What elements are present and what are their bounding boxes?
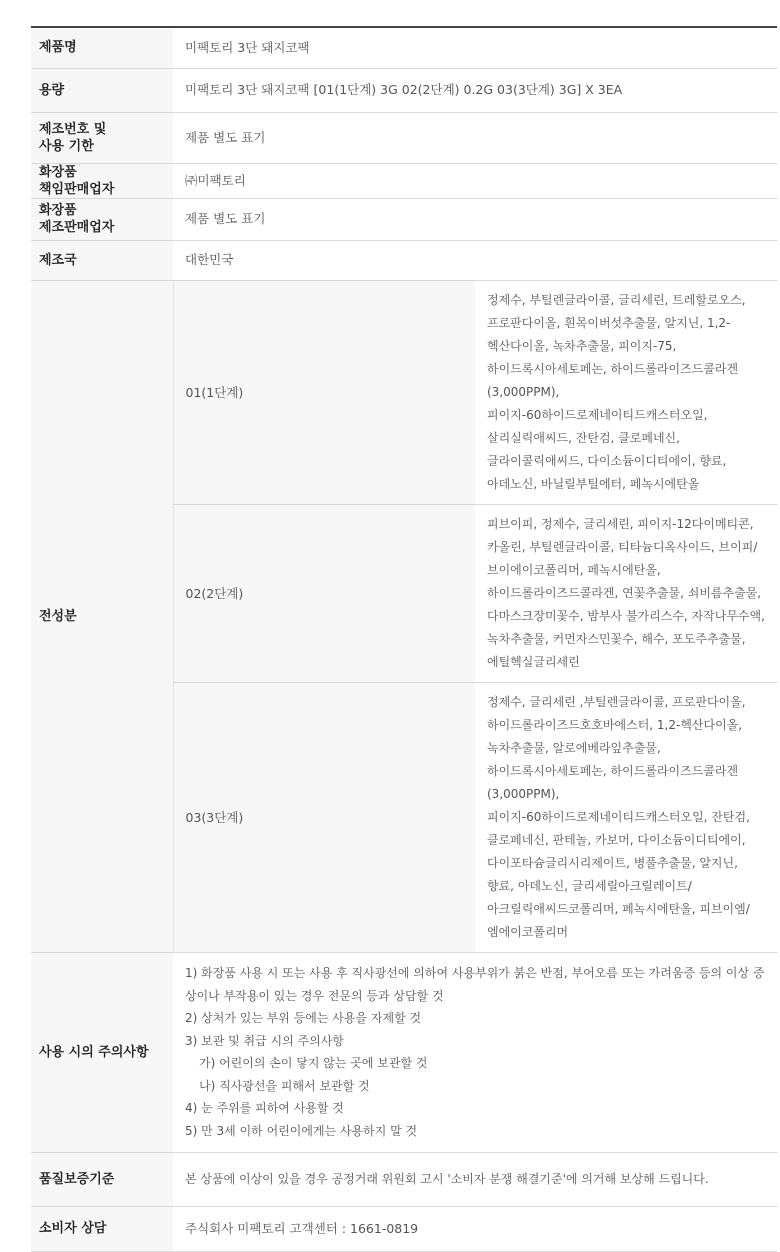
caution-line-5: 5) 만 3세 이하 어린이에게는 사용하지 말 것 xyxy=(185,1123,418,1138)
ingredients-step1-text: 정제수, 부틸렌글라이콜, 글리세린, 트레할로오스, 프로판다이올, 흰목이버섯추출물, 알지닌, 1,2-헥산다이올, 녹차추출물, 피이지-75, 하이드록시아세토페논, 하이드롤라이즈드콜라겐(3,000PPM), 피이지-60하이드로제네이티드캐스터오일, 살리실릭애씨드, 잔탄검, 클로페네신, 글라이콜릭애씨드, 다이소듐이디티에이, 향료, 아데노신, 바닐릴부틸에터, 페녹시에탄올 xyxy=(475,280,777,504)
value-country: 대한민국 xyxy=(173,240,777,280)
ingredients-step1-label: 01(1단계) xyxy=(173,280,475,504)
value-consult: 주식회사 미팩토리 고객센터 : 1661-0819 xyxy=(173,1206,777,1251)
value-product-name: 미팩토리 3단 돼지코팩 xyxy=(173,27,777,68)
row-ingredients-step1 xyxy=(31,280,777,504)
label-quality: 품질보증기준 xyxy=(31,1152,173,1206)
row-lot-expiry xyxy=(31,112,777,163)
label-seller-line1: 화장품 xyxy=(39,164,77,180)
label-manufacturer-line2: 제조판매업자 xyxy=(39,220,115,235)
label-product-name: 제품명 xyxy=(31,27,173,68)
row-country xyxy=(31,240,777,280)
label-lot-expiry-line2: 사용 기한 xyxy=(39,138,94,154)
ingredients-step2-label: 02(2단계) xyxy=(173,504,475,682)
label-lot-expiry-line1: 제조번호 및 xyxy=(39,121,107,137)
value-lot-expiry: 제품 별도 표기 xyxy=(173,112,777,163)
row-cautions xyxy=(31,952,777,1152)
label-country: 제조국 xyxy=(31,240,173,280)
label-cautions: 사용 시의 주의사항 xyxy=(31,952,173,1152)
label-seller-line2: 책임판매업자 xyxy=(39,181,115,197)
label-seller xyxy=(31,163,173,198)
caution-line-1: 1) 화장품 사용 시 또는 사용 후 직사광선에 의하여 사용부위가 붉은 반점, 부어오름 또는 가려움증 등의 이상 증상이나 부작용이 있는 경우 전문의 등과 상담할 것 xyxy=(185,966,765,1003)
label-capacity: 용량 xyxy=(31,68,173,112)
value-seller: ㈜미팩토리 xyxy=(173,163,777,198)
label-manufacturer xyxy=(31,198,173,240)
row-manufacturer xyxy=(31,198,777,240)
product-info-table xyxy=(31,26,777,1252)
label-consult: 소비자 상담 xyxy=(31,1206,173,1251)
value-manufacturer: 제품 별도 표기 xyxy=(173,198,777,240)
caution-line-4: 4) 눈 주위를 피하여 사용할 것 xyxy=(185,1101,344,1115)
label-manufacturer-line1: 화장품 xyxy=(39,203,77,218)
caution-line-2: 2) 상처가 있는 부위 등에는 사용을 자제할 것 xyxy=(185,1011,422,1025)
row-quality xyxy=(31,1152,777,1206)
ingredients-step3-label: 03(3단계) xyxy=(173,682,475,952)
caution-line-3: 3) 보관 및 취급 시의 주의사항 xyxy=(185,1033,344,1048)
label-lot-expiry xyxy=(31,112,173,163)
row-product-name xyxy=(31,27,777,68)
row-capacity xyxy=(31,68,777,112)
ingredients-step2-text: 피브이피, 정제수, 글리세린, 피이지-12다이메티콘, 카올린, 부틸렌글라이콜, 티타늄디옥사이드, 브이피/브이에이코폴리머, 페녹시에탄올, 하이드롤라이즈드콜라겐, 연꽃추출물, 쇠비름추출물, 다마스크장미꽃수, 밤부사 불가리스수, 자작나무수액, 녹차추출물, 커먼자스민꽃수, 해수, 포도주추출물, 에틸헥실글리세린 xyxy=(475,504,777,682)
row-consult xyxy=(31,1206,777,1251)
ingredients-step3-text: 정제수, 글리세린 ,부틸렌글라이콜, 프로판다이올, 하이드롤라이즈드호호바에스터, 1,2-헥산다이올, 녹차추출물, 알로에베라잎추출물, 하이드록시아세토페논, 하이드롤라이즈드콜라겐(3,000PPM), 피이지-60하이드로제네이티드캐스터오일, 잔탄검, 클로페네신, 판테놀, 카보머, 다이소듐이디티에이, 다이포타슘글리시리제이트, 병풀추출물, 알지닌, 향료, 아데노신, 글리세릴아크릴레이트/아크릴릭애씨드코폴리머, 페녹시에탄올, 피브이엠/엠에이코폴리머 xyxy=(475,682,777,952)
value-cautions xyxy=(173,952,777,1152)
product-info-table-container xyxy=(31,26,777,1252)
caution-line-3a: 가) 어린이의 손이 닿지 않는 곳에 보관할 것 xyxy=(199,1056,428,1070)
label-ingredients: 전성분 xyxy=(31,280,173,952)
caution-line-3b: 나) 직사광선을 피해서 보관할 것 xyxy=(199,1078,370,1093)
row-seller xyxy=(31,163,777,198)
value-capacity: 미팩토리 3단 돼지코팩 [01(1단계) 3G 02(2단계) 0.2G 03(3단계) 3G] X 3EA xyxy=(173,68,777,112)
value-quality: 본 상품에 이상이 있을 경우 공정거래 위원회 고시 '소비자 분쟁 해결기준'에 의거해 보상해 드립니다. xyxy=(173,1152,777,1206)
